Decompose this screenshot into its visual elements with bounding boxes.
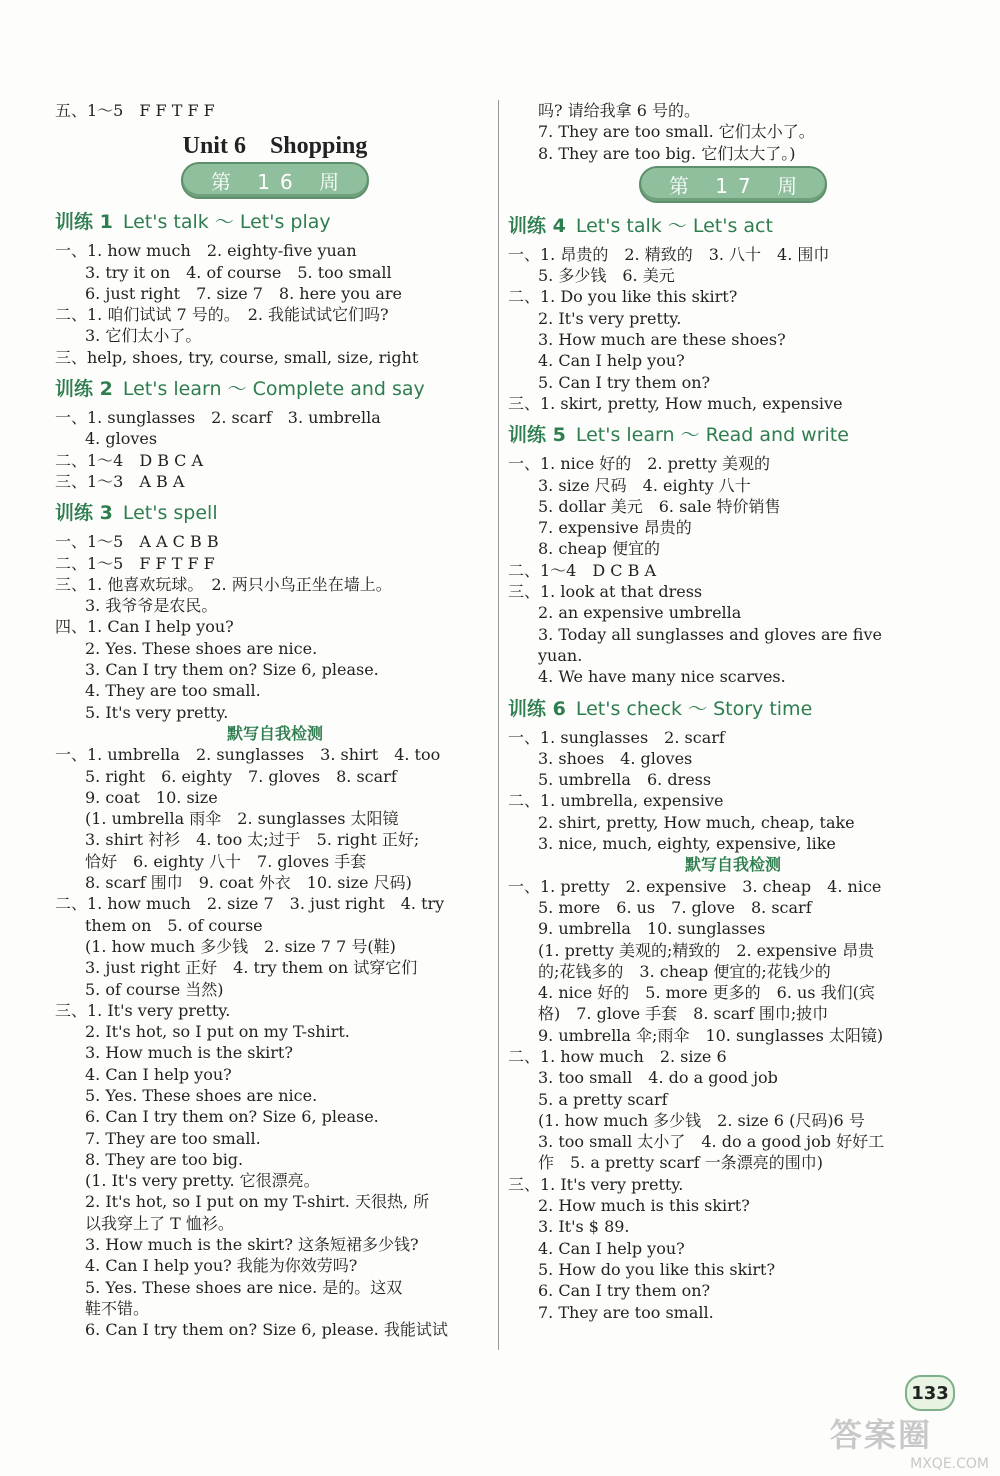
answer-line: 3. shoes 4. gloves [538, 748, 693, 768]
answer-line: 2. How much is this skirt? [538, 1196, 750, 1216]
answer-line: 7. They are too small. [85, 1128, 261, 1148]
answer-line: 一、1. nice 好的 2. pretty 美观的 [508, 454, 770, 474]
answer-line: 2. It's very pretty. [538, 308, 682, 328]
answer-line: 6. just right 7. size 7 8. here you are [85, 283, 402, 303]
week-badge [508, 166, 958, 203]
answer-line: 8. cheap 便宜的 [538, 539, 660, 559]
answer-line: 3. 我爷爷是农民。 [85, 596, 218, 616]
section-title: Let's learn ～ Complete and say [122, 378, 425, 401]
answer-line: 二、1. how much 2. size 6 [508, 1046, 727, 1066]
answer-line: 8. They are too big. [85, 1149, 244, 1169]
top-line: 五、1～5 F F T F F [55, 101, 215, 120]
answer-line: 3. Today all sunglasses and gloves are five [538, 624, 882, 644]
answer-line: 三、1. 他喜欢玩球。 2. 两只小鸟正坐在墙上。 [55, 574, 392, 594]
answer-line: 5. It's very pretty. [85, 702, 229, 722]
answer-line: 三、1. skirt, pretty, How much, expensive [508, 393, 843, 413]
answer-line: 3. nice, much, eighty, expensive, like [538, 834, 836, 854]
section-heading [508, 420, 958, 447]
answer-line: 4. Can I help you? [538, 1238, 685, 1258]
answer-line: 以我穿上了 T 恤衫。 [85, 1213, 234, 1233]
section-heading [55, 498, 495, 525]
answer-line: them on 5. of course [85, 915, 263, 935]
answer-line: 一、1. sunglasses 2. scarf 3. umbrella [55, 408, 381, 428]
answer-line: 8. They are too big. 它们太大了。) [538, 143, 796, 163]
answer-line: (1. pretty 美观的;精致的 2. expensive 昂贵 [538, 940, 875, 960]
answer-line: 3. shirt 衬衫 4. too 太;过于 5. right 正好; [85, 830, 420, 850]
section-heading [508, 211, 958, 238]
answer-line: 三、1. look at that dress [508, 582, 703, 602]
answer-line: 3. How much is the skirt? 这条短裙多少钱? [85, 1235, 419, 1255]
page-number: 133 [905, 1375, 955, 1411]
section-title: Let's check ～ Story time [575, 697, 813, 720]
answer-line: 4. They are too small. [85, 681, 261, 701]
answer-line: 3. just right 正好 4. try them on 试穿它们 [85, 958, 418, 978]
column-divider [498, 100, 499, 1350]
answer-line: (1. how much 多少钱 2. size 6 (尺码)6 号 [538, 1110, 865, 1130]
section-number: 训练 1 [55, 211, 113, 234]
answer-line: 2. It's hot, so I put on my T-shirt. 天很热, 所 [85, 1192, 430, 1212]
answer-line: 四、1. Can I help you? [55, 617, 234, 637]
answer-line: 二、1～5 F F T F F [55, 553, 215, 573]
answer-line: 5. How do you like this skirt? [538, 1259, 776, 1279]
watermark-url: MXQE.COM [910, 1456, 989, 1472]
answer-line: 3. How much is the skirt? [85, 1043, 293, 1063]
watermark [830, 1410, 995, 1470]
answer-line: 一、1. how much 2. eighty-five yuan [55, 241, 357, 261]
answer-line: 3. It's $ 89. [538, 1217, 630, 1237]
answer-line: 3. Can I try them on? Size 6, please. [85, 660, 379, 680]
answer-line: 4. Can I help you? [85, 1064, 232, 1084]
answer-line: yuan. [538, 645, 583, 665]
answer-line: 5. Yes. These shoes are nice. [85, 1085, 318, 1105]
answer-line: 5. umbrella 6. dress [538, 770, 712, 790]
answer-line: 3. too small 4. do a good job [538, 1068, 778, 1088]
right-pre-lines [508, 100, 958, 164]
answer-line: 4. nice 好的 5. more 更多的 6. us 我们(宾 [538, 983, 875, 1003]
section-title: Let's talk ～ Let's play [122, 211, 331, 234]
answer-line: 三、1. It's very pretty. [55, 1000, 231, 1020]
answer-line: 一、1. 昂贵的 2. 精致的 3. 八十 4. 围巾 [508, 244, 830, 264]
answer-line: 9. coat 10. size [85, 787, 218, 807]
answer-line: 二、1. Do you like this skirt? [508, 287, 738, 307]
answer-line: 二、1～4 D B C A [55, 450, 204, 470]
unit-title: Unit 6 Shopping [182, 133, 368, 160]
answer-line: 吗? 请给我拿 6 号的。 [538, 101, 701, 120]
self-check-heading: 默写自我检测 [684, 855, 781, 875]
answer-line: 3. try it on 4. of course 5. too small [85, 262, 392, 282]
answer-line: 2. shirt, pretty, How much, cheap, take [538, 812, 855, 832]
week-label: 第 16 周 [181, 162, 369, 199]
answer-line: 4. Can I help you? [538, 351, 685, 371]
answer-line: 7. They are too small. [538, 1302, 714, 1322]
section-title: Let's learn ～ Read and write [575, 424, 849, 447]
section-number: 训练 3 [55, 502, 113, 525]
answer-line: 二、1～4 D C B A [508, 560, 657, 580]
answer-line: 5. dollar 美元 6. sale 特价销售 [538, 496, 781, 516]
answer-line: 一、1. sunglasses 2. scarf [508, 727, 725, 747]
answer-line: 9. umbrella 10. sunglasses [538, 919, 766, 939]
answer-line: 5. Can I try them on? [538, 372, 711, 392]
section-heading [508, 694, 958, 721]
answer-line: 三、1. It's very pretty. [508, 1174, 684, 1194]
answer-line: 6. Can I try them on? [538, 1281, 711, 1301]
answer-line: (1. how much 多少钱 2. size 7 7 号(鞋) [85, 936, 396, 956]
answer-line: 4. Can I help you? 我能为你效劳吗? [85, 1256, 358, 1276]
answer-line: 6. Can I try them on? Size 6, please. 我能试试 [85, 1320, 448, 1340]
answer-line: 5. more 6. us 7. glove 8. scarf [538, 897, 812, 917]
section-number: 训练 4 [508, 214, 566, 237]
answer-line: 的;花钱多的 3. cheap 便宜的;花钱少的 [538, 961, 831, 981]
self-check-heading: 默写自我检测 [226, 723, 323, 743]
right-blocks [508, 211, 958, 1323]
answer-line: 7. expensive 昂贵的 [538, 518, 692, 538]
section-number: 训练 5 [508, 424, 566, 447]
left-blocks [55, 207, 495, 1340]
right-column [508, 100, 958, 1323]
answer-line: 2. Yes. These shoes are nice. [85, 638, 318, 658]
section-title: Let's spell [122, 502, 218, 525]
answer-line: 9. umbrella 伞;雨伞 10. sunglasses 太阳镜) [538, 1025, 884, 1045]
answer-line: 2. It's hot, so I put on my T-shirt. [85, 1022, 350, 1042]
answer-line: 3. too small 太小了 4. do a good job 好好工 [538, 1132, 885, 1152]
section-heading [55, 207, 495, 234]
answer-line: 二、1. umbrella, expensive [508, 791, 724, 811]
answer-line: (1. umbrella 雨伞 2. sunglasses 太阳镜 [85, 809, 399, 829]
answer-line: 格) 7. glove 手套 8. scarf 围巾;披巾 [538, 1004, 829, 1024]
answer-line: 3. 它们太小了。 [85, 326, 202, 346]
answer-line: 一、1. pretty 2. expensive 3. cheap 4. nice [508, 876, 882, 896]
answer-line: 5. a pretty scarf [538, 1089, 668, 1109]
answer-line: 二、1. how much 2. size 7 3. just right 4. try [55, 894, 445, 914]
answer-line: 一、1. umbrella 2. sunglasses 3. shirt 4. too [55, 745, 441, 765]
answer-line: 3. size 尺码 4. eighty 八十 [538, 475, 751, 495]
answer-line: 2. an expensive umbrella [538, 603, 742, 623]
section-title: Let's talk ～ Let's act [575, 214, 773, 237]
answer-line: 6. Can I try them on? Size 6, please. [85, 1107, 379, 1127]
answer-line: 作 5. a pretty scarf 一条漂亮的围巾) [538, 1153, 823, 1173]
answer-line: 3. How much are these shoes? [538, 330, 786, 350]
section-number: 训练 6 [508, 697, 566, 720]
watermark-text: 答案圈 [830, 1416, 933, 1454]
answer-line: 5. right 6. eighty 7. gloves 8. scarf [85, 766, 397, 786]
section-heading [55, 374, 495, 401]
week-label: 第 17 周 [639, 166, 827, 203]
answer-line: 一、1～5 A A C B B [55, 532, 219, 552]
answer-line: 8. scarf 围巾 9. coat 外衣 10. size 尺码) [85, 873, 412, 893]
answer-line: 鞋不错。 [85, 1298, 150, 1318]
answer-line: 5. of course 当然) [85, 979, 224, 999]
left-column [55, 100, 495, 1341]
answer-line: 4. We have many nice scarves. [538, 667, 786, 687]
answer-line: 5. Yes. These shoes are nice. 是的。这双 [85, 1277, 403, 1297]
answer-line: 三、help, shoes, try, course, small, size, right [55, 347, 419, 367]
answer-line: 7. They are too small. 它们太小了。 [538, 122, 815, 142]
answer-line: 三、1～3 A B A [55, 471, 185, 491]
section-number: 训练 2 [55, 378, 113, 401]
answer-line: (1. It's very pretty. 它很漂亮。 [85, 1171, 320, 1191]
week-badge [55, 162, 495, 199]
answer-line: 恰好 6. eighty 八十 7. gloves 手套 [85, 851, 367, 871]
answer-line: 5. 多少钱 6. 美元 [538, 266, 675, 286]
answer-line: 二、1. 咱们试试 7 号的。 2. 我能试试它们吗? [55, 305, 389, 325]
answer-line: 4. gloves [85, 429, 158, 449]
